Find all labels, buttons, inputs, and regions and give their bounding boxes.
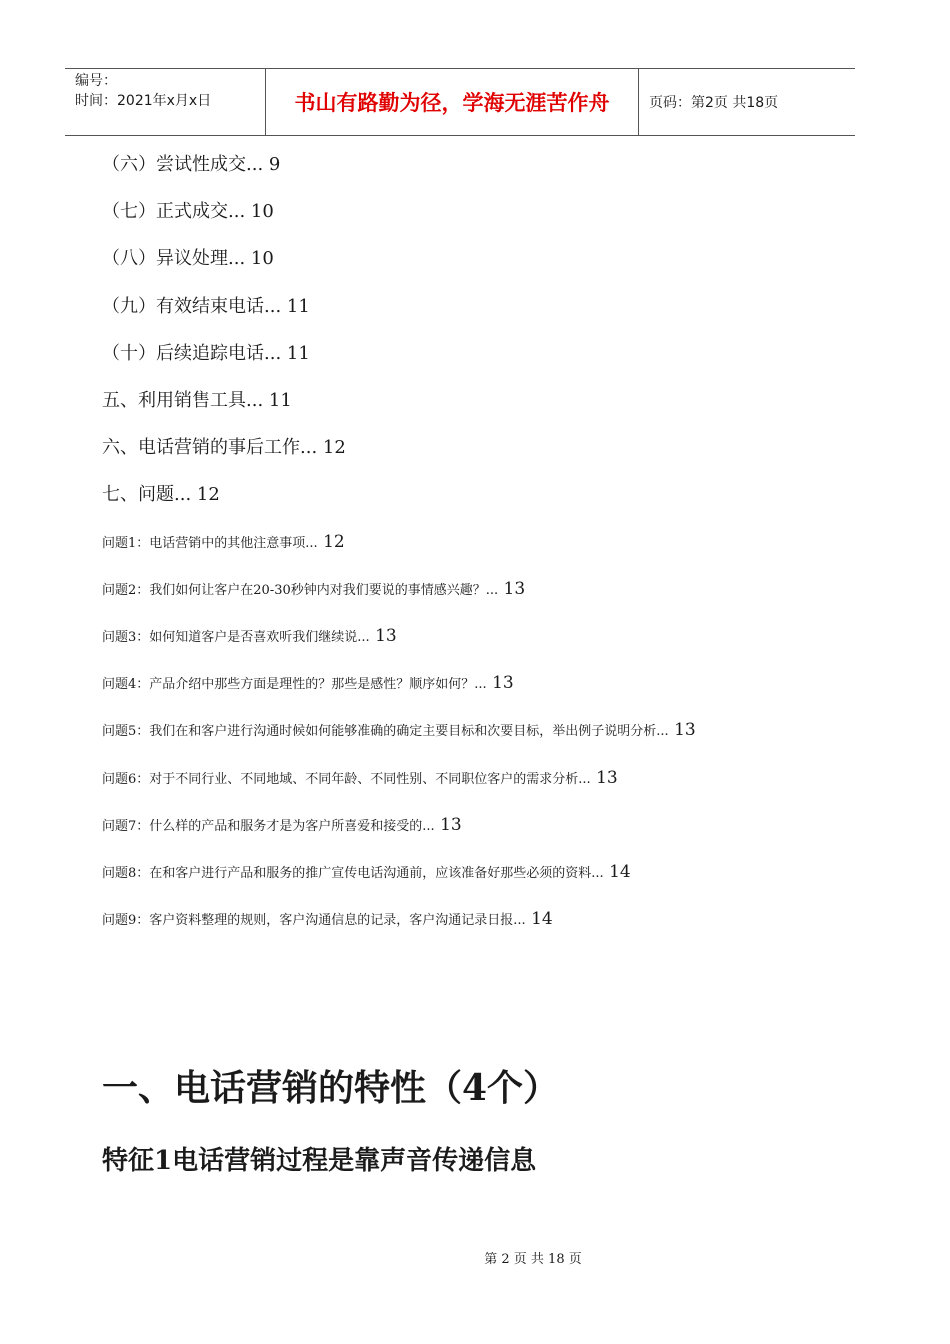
toc-entry[interactable] (102, 339, 310, 365)
footer-page-number: 第 2 页 共 18 页 (484, 1252, 582, 1267)
page-header (65, 68, 855, 136)
header-motto: 书山有路勤为径，学海无涯苦作舟 (266, 69, 639, 135)
section-title: 一、电话营销的特性（4个） (102, 1067, 560, 1109)
toc-entry-page: 12 (191, 484, 220, 506)
toc-entry-page: 12 (317, 531, 345, 552)
toc-entry[interactable] (102, 480, 220, 506)
toc-entry-text: 问题9：客户资料整理的规则，客户沟通信息的记录，客户沟通记录日报... (102, 913, 526, 929)
toc-entry[interactable] (102, 150, 280, 176)
toc-entry-page: 13 (369, 626, 397, 646)
toc-entry-text: 问题6：对于不同行业、不同地域、不同年龄、不同性别、不同职位客户的需求分析... (102, 771, 591, 787)
time-label: 时间：2021年x月x日 (75, 93, 212, 109)
page-footer (0, 1248, 950, 1267)
toc-entry-page: 14 (603, 862, 631, 882)
header-meta-cell (65, 69, 266, 135)
toc-entry-text: （十）后续追踪电话... (102, 342, 282, 364)
toc-entry-text: 问题7：什么样的产品和服务才是为客户所喜爱和接受的... (102, 818, 435, 834)
toc-entry[interactable] (102, 244, 274, 270)
toc-entry[interactable] (102, 532, 345, 552)
toc-entry-page: 9 (263, 154, 281, 175)
toc-entry-text: 七、问题... (102, 484, 192, 506)
toc-entry-page: 14 (525, 909, 553, 930)
toc-entry[interactable] (102, 768, 618, 788)
toc-entry[interactable] (102, 386, 292, 412)
toc-entry[interactable] (102, 862, 631, 882)
toc-entry-text: （七）正式成交... (102, 201, 246, 223)
code-label: 编号： (75, 73, 117, 89)
toc-entry-text: 五、利用销售工具... (102, 390, 264, 411)
toc-entry-page: 11 (281, 342, 310, 364)
toc-entry[interactable] (102, 579, 525, 599)
toc-entry-page: 13 (590, 767, 618, 788)
toc-entry-text: 问题8：在和客户进行产品和服务的推广宣传电话沟通前，应该准备好那些必须的资料... (102, 866, 604, 881)
toc-entry-page: 12 (317, 437, 346, 459)
toc-entry-page: 11 (263, 390, 292, 411)
toc-entry[interactable] (102, 197, 274, 223)
subsection-title: 特征1电话营销过程是靠声音传递信息 (102, 1146, 537, 1176)
toc-entry-text: 问题3：如何知道客户是否喜欢听我们继续说... (102, 630, 370, 645)
toc-entry-text: 问题1：电话营销中的其他注意事项... (102, 535, 318, 551)
toc-entry-page: 13 (434, 814, 462, 835)
toc-entry-text: 六、电话营销的事后工作... (102, 437, 318, 459)
header-page-info: 页码：第2页 共18页 (649, 95, 779, 111)
toc-entry-text: （九）有效结束电话... (102, 295, 282, 317)
toc-entry-page: 13 (498, 578, 526, 599)
toc-entry-page: 10 (245, 201, 274, 223)
toc-entry[interactable] (102, 673, 514, 693)
toc-entry[interactable] (102, 626, 397, 646)
toc-entry-text: （八）异议处理... (102, 248, 246, 270)
toc-entry-page: 11 (281, 295, 310, 317)
toc-entry-text: （六）尝试性成交... (102, 154, 264, 175)
toc-entry[interactable] (102, 433, 346, 459)
toc-entry-text: 问题4：产品介绍中那些方面是理性的？那些是感性？顺序如何？... (102, 677, 487, 693)
toc-entry-page: 10 (245, 248, 274, 270)
toc-entry-text: 问题2：我们如何让客户在20-30秒钟内对我们要说的事情感兴趣？... (102, 582, 499, 598)
toc-entry[interactable] (102, 720, 696, 740)
toc-entry[interactable] (102, 292, 310, 318)
toc-entry[interactable] (102, 909, 553, 929)
toc-entry[interactable] (102, 815, 462, 835)
toc-entry-page: 13 (486, 673, 514, 694)
toc-entry-text: 问题5：我们在和客户进行沟通时候如何能够准确的确定主要目标和次要目标，举出例子说明分析... (102, 724, 669, 740)
toc-entry-page: 13 (668, 720, 696, 741)
